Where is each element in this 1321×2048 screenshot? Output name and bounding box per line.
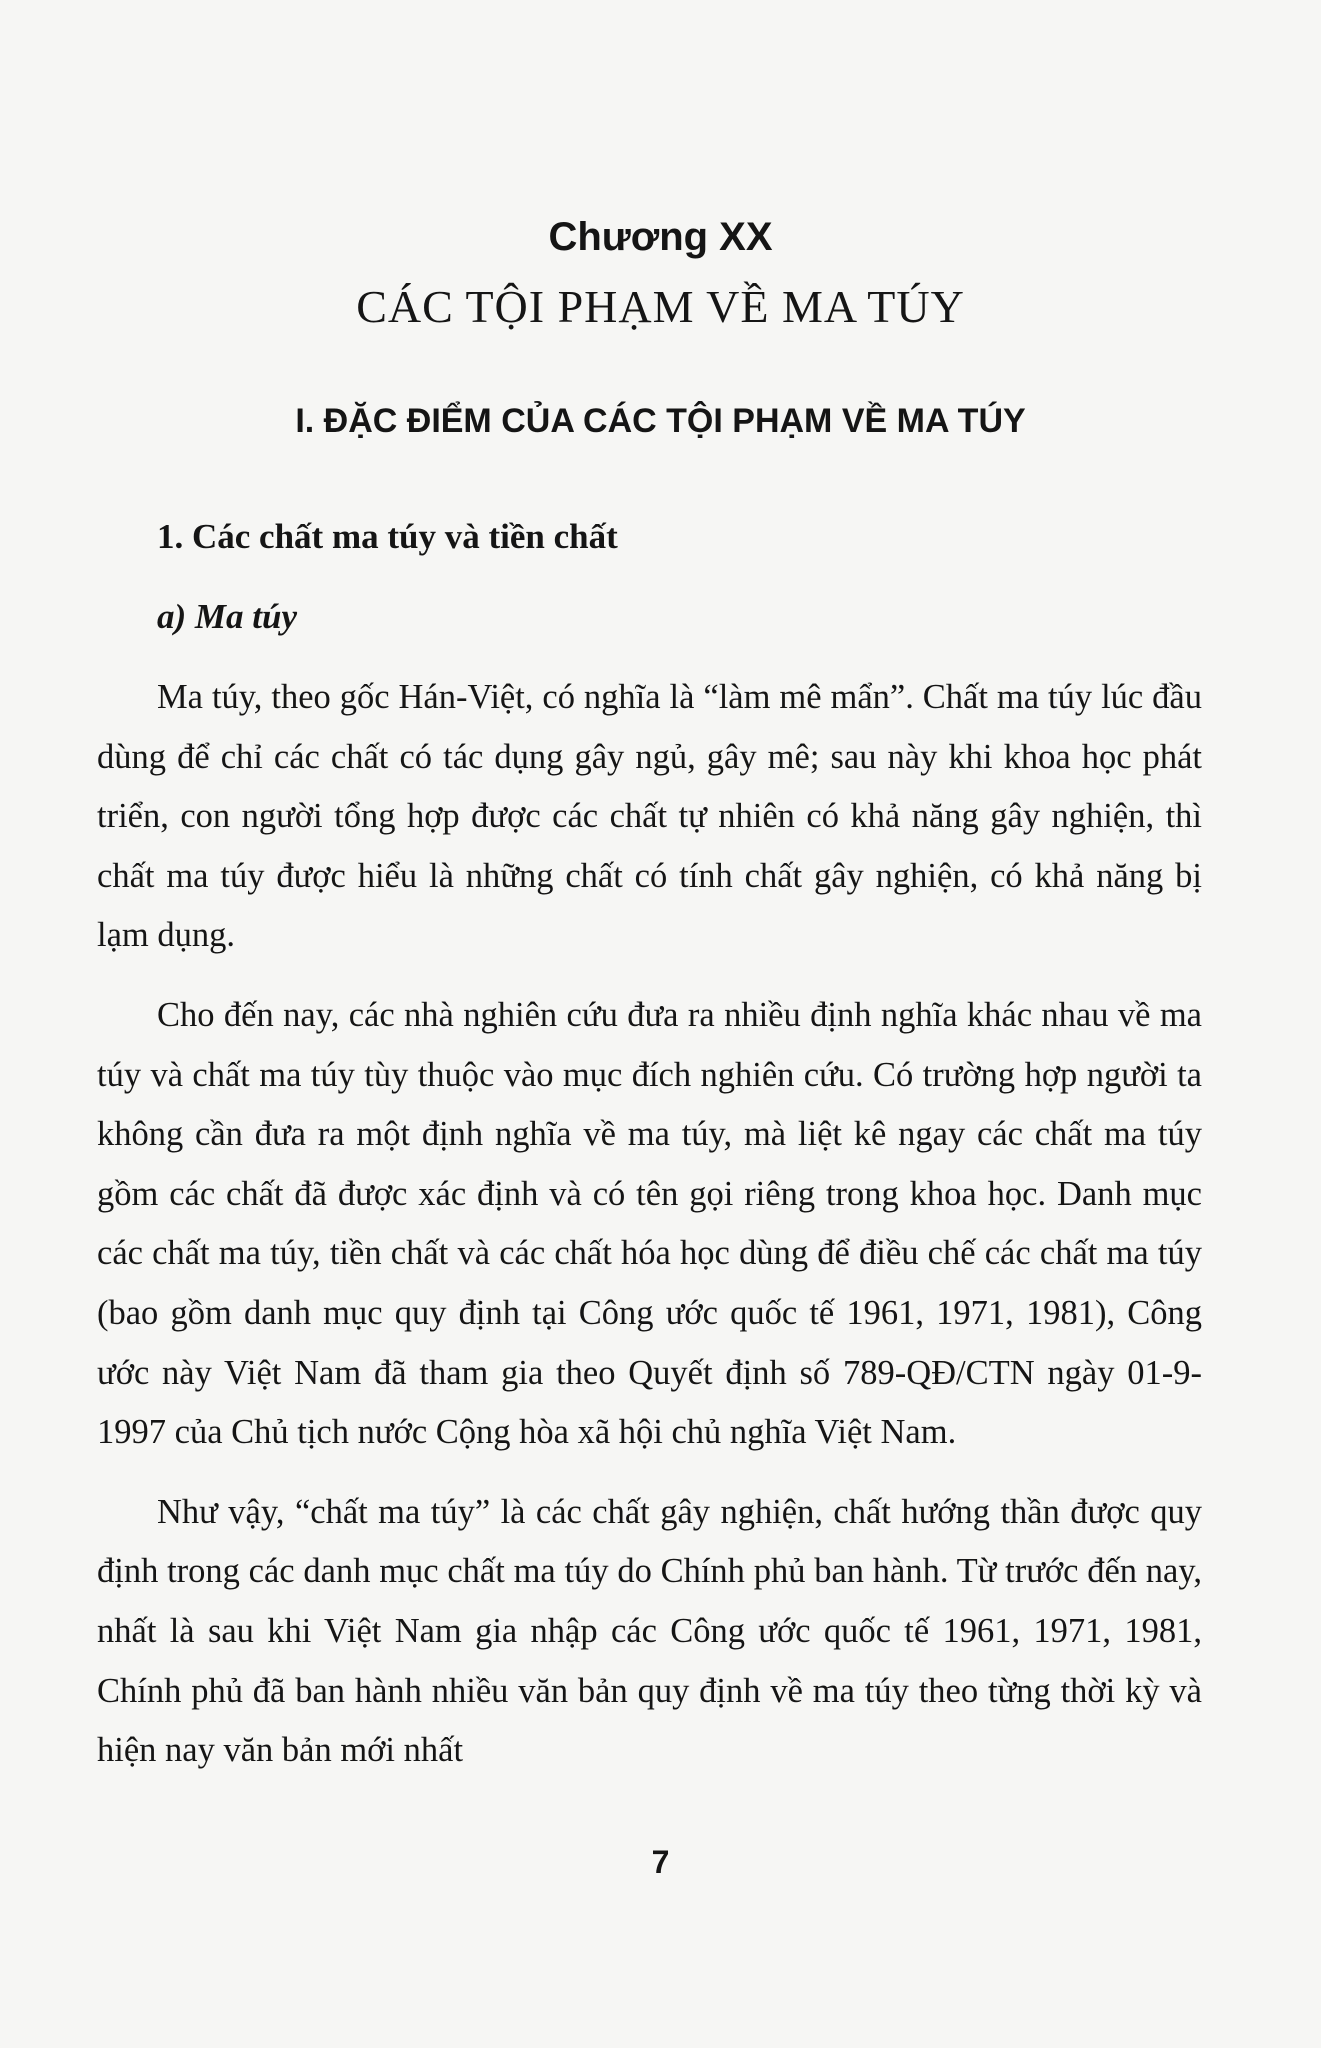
subsection-heading: 1. Các chất ma túy và tiền chất (157, 517, 618, 556)
paragraph-1: Ma túy, theo gốc Hán-Việt, có nghĩa là “làm mê mẩn”. Chất ma túy lúc đầu dùng để chỉ các chất có tác dụng gây ngủ, gây mê; sau này khi khoa học phát triển, con người tổng hợp được các chất tự nhiên có khả năng gây nghiện, thì chất ma túy được hiểu là những chất có tính chất gây nghiện, có khả năng bị lạm dụng. (97, 678, 1202, 955)
chapter-title: CÁC TỘI PHẠM VỀ MA TÚY (356, 281, 965, 332)
paragraph-2: Cho đến nay, các nhà nghiên cứu đưa ra nhiều định nghĩa khác nhau về ma túy và chất ma túy tùy thuộc vào mục đích nghiên cứu. Có trường hợp người ta không cần đưa ra một định nghĩa về ma túy, mà liệt kê ngay các chất ma túy gồm các chất đã được xác định và có tên gọi riêng trong khoa học. Danh mục các chất ma túy, tiền chất và các chất hóa học dùng để điều chế các chất ma túy (bao gồm danh mục quy định tại Công ước quốc tế 1961, 1971, 1981), Công ước này Việt Nam đã tham gia theo Quyết định số 789-QĐ/CTN ngày 01-9-1997 của Chủ tịch nước Cộng hòa xã hội chủ nghĩa Việt Nam. (97, 995, 1202, 1452)
chapter-label: Chương XX (548, 215, 773, 259)
body-text (97, 668, 1202, 1801)
sub-subsection-heading: a) Ma túy (157, 597, 297, 636)
section-heading: I. ĐẶC ĐIỂM CỦA CÁC TỘI PHẠM VỀ MA TÚY (295, 402, 1026, 440)
page-number: 7 (651, 1844, 670, 1880)
paragraph-3: Như vậy, “chất ma túy” là các chất gây nghiện, chất hướng thần được quy định trong các danh mục chất ma túy do Chính phủ ban hành. Từ trước đến nay, nhất là sau khi Việt Nam gia nhập các Công ước quốc tế 1961, 1971, 1981, Chính phủ đã ban hành nhiều văn bản quy định về ma túy theo từng thời kỳ và hiện nay văn bản mới nhất (97, 1492, 1202, 1770)
